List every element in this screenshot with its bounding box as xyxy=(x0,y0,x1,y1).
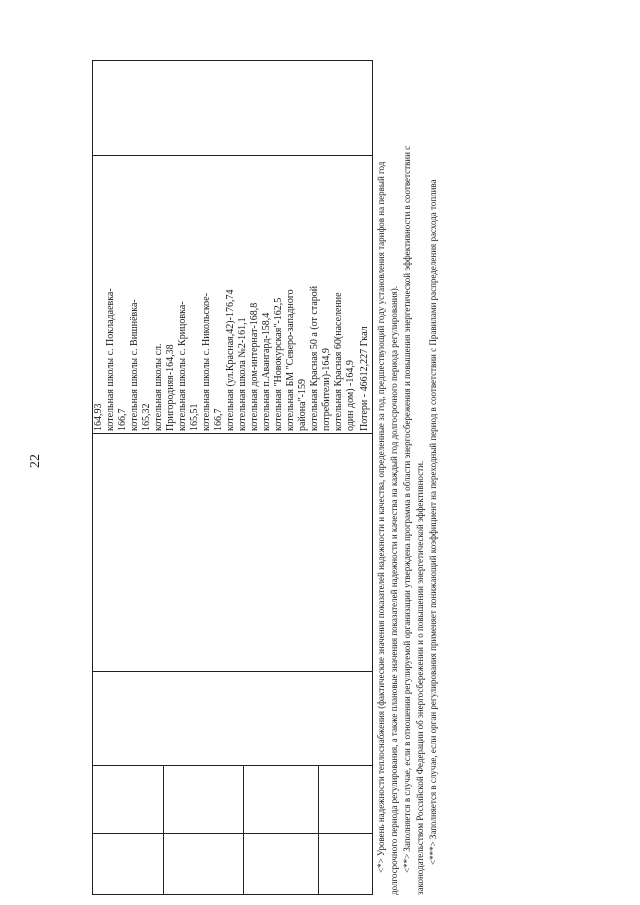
boiler-line: один дом) -164,9 xyxy=(345,360,356,431)
boiler-line: 166,7 xyxy=(213,408,224,431)
boiler-line: потребители)-164,9 xyxy=(321,348,332,431)
row-divider xyxy=(243,766,244,894)
boiler-line: котельная дом-интернат-168,8 xyxy=(249,302,260,431)
column-divider xyxy=(93,833,372,834)
boiler-line: котельная школы с. Вишнёвка- xyxy=(129,299,140,431)
row-divider xyxy=(163,766,164,894)
boiler-line: района"-159 xyxy=(297,379,308,431)
boiler-line: котельная школы с. Крицовка- xyxy=(177,301,188,431)
boiler-line: котельная Красная 50 а (от старой xyxy=(309,285,320,431)
footnote-1-continued: долгосрочного периода регулирования, а также плановые значения показателей надежности и качества на каждый год долгосрочного периода регулирования). xyxy=(389,286,399,895)
footnotes xyxy=(375,15,440,895)
boiler-line: котельная школы с. Покладаевка- xyxy=(105,288,116,431)
boiler-line: 165,32 xyxy=(141,403,152,431)
boiler-line: 166,7 xyxy=(117,408,128,431)
boiler-line: котельная (ул.Красная,42)-176,74 xyxy=(225,289,236,431)
boiler-line: котельная школы с. Никольское- xyxy=(201,292,212,431)
boiler-line: котельная Красная 60(население xyxy=(333,292,344,431)
column-divider xyxy=(93,765,372,766)
footnote-3: <***> Заполняется в случае, если орган регулирования применяет понижающий коэффициент на переходный период в соответствии с Правилами распределения расхода топлива xyxy=(428,179,438,865)
boiler-line: котельная "Новокурская"-162,5 xyxy=(273,297,284,431)
boiler-list-cell xyxy=(93,156,372,434)
boiler-line: котельная школы сл. xyxy=(153,343,164,431)
boiler-line: котельная БМ "Северо-западного xyxy=(285,289,296,431)
boiler-total-losses: Потери - 46612,227 Гкал xyxy=(359,326,370,431)
boiler-line: котельная школа №2-161,1 xyxy=(237,317,248,431)
row-divider xyxy=(318,766,319,894)
footnote-2-continued: законодательством Российской Федерации об энергосбережении и о повышении энергетической эффективности. xyxy=(415,460,425,895)
boiler-line: котельная п.Авангард-158,4 xyxy=(261,312,272,431)
boiler-line: 164,93 xyxy=(93,403,104,431)
column-divider xyxy=(93,671,372,672)
boiler-line: Пригородняя-164,38 xyxy=(165,344,176,431)
data-table xyxy=(92,60,373,895)
boiler-line: 165,51 xyxy=(189,403,200,431)
footnote-2: <**> Заполняется в случае, если в отношении регулируемой организации утверждена программа в области энергосбережения и повышения энергетической эффективности в соответствии с xyxy=(402,145,412,873)
footnote-1: <*> Уровень надежности теплоснабжения (фактические значения показателей надежности и качества, определенные за год, предшествующий году установления тарифов на первый год xyxy=(376,161,386,873)
page-number: 22 xyxy=(28,454,43,468)
